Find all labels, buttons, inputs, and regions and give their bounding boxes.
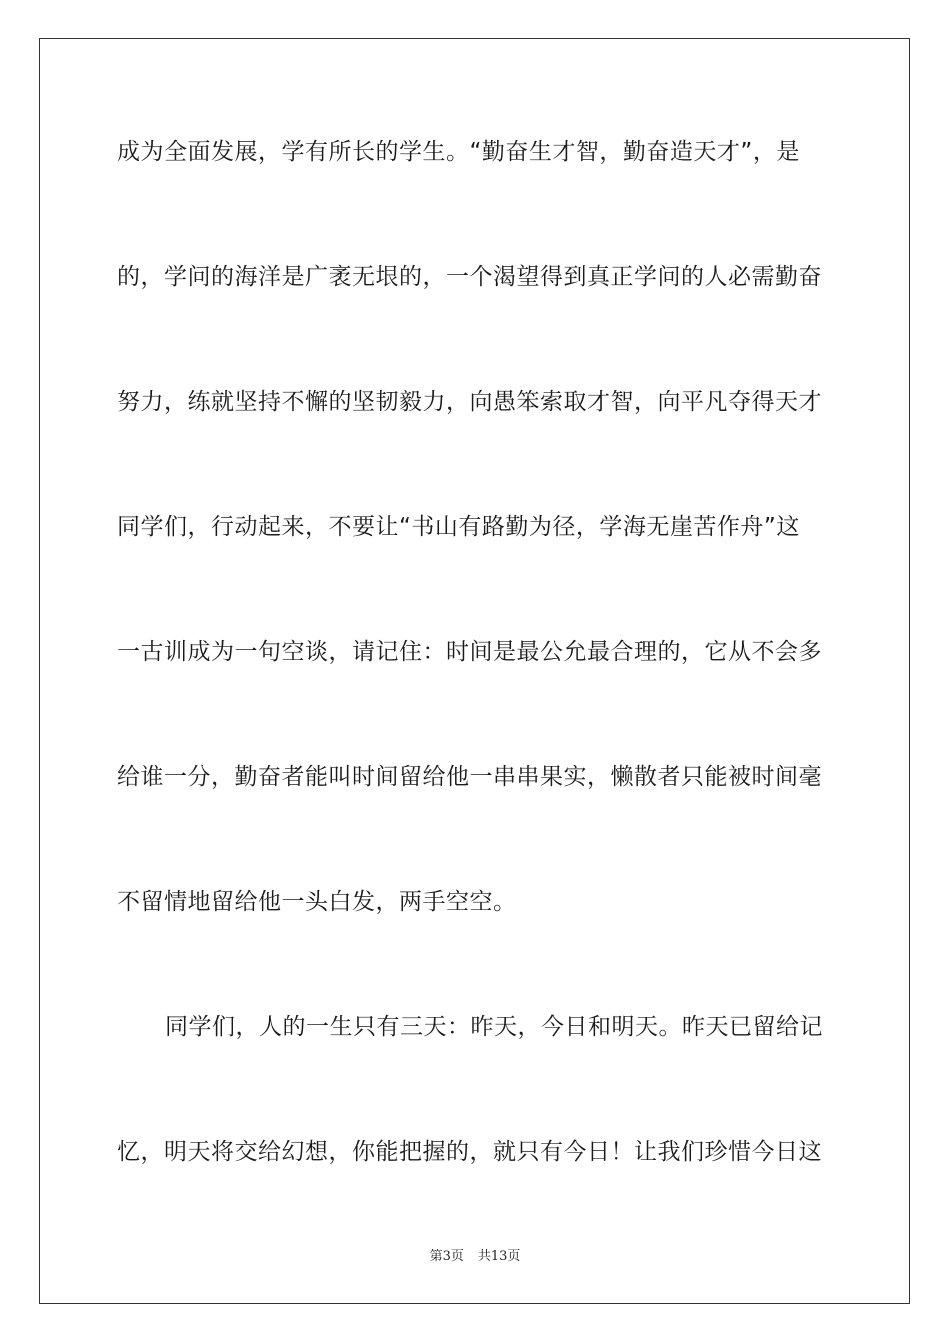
- text-line: 忆，明天将交给幻想，你能把握的，就只有今日！让我们珍惜今日这: [117, 1139, 822, 1165]
- text-line: 同学们，行动起来，不要让“书山有路勤为径，学海无崖苦作舟”这: [117, 514, 800, 540]
- text-line: 一古训成为一句空谈，请记住：时间是最公允最合理的，它从不会多: [117, 639, 822, 665]
- page-total: 共13页: [477, 1249, 521, 1264]
- paragraph-first-line: 同学们，人的一生只有三天：昨天，今日和明天。昨天已留给记: [165, 1014, 823, 1040]
- page-frame: [39, 38, 910, 1304]
- text-line: 不留情地留给他一头白发，两手空空。: [117, 889, 517, 915]
- page-footer: [0, 1248, 950, 1266]
- text-line: 的，学问的海洋是广袤无垠的，一个渴望得到真正学问的人必需勤奋: [117, 264, 822, 290]
- page-number: 第3页: [429, 1249, 464, 1264]
- text-line: 给谁一分，勤奋者能叫时间留给他一串串果实，懒散者只能被时间毫: [117, 764, 822, 790]
- text-line: 成为全面发展，学有所长的学生。“勤奋生才智，勤奋造天才”，是: [117, 139, 800, 165]
- text-line: 努力，练就坚持不懈的坚韧毅力，向愚笨索取才智，向平凡夺得天才: [117, 389, 822, 415]
